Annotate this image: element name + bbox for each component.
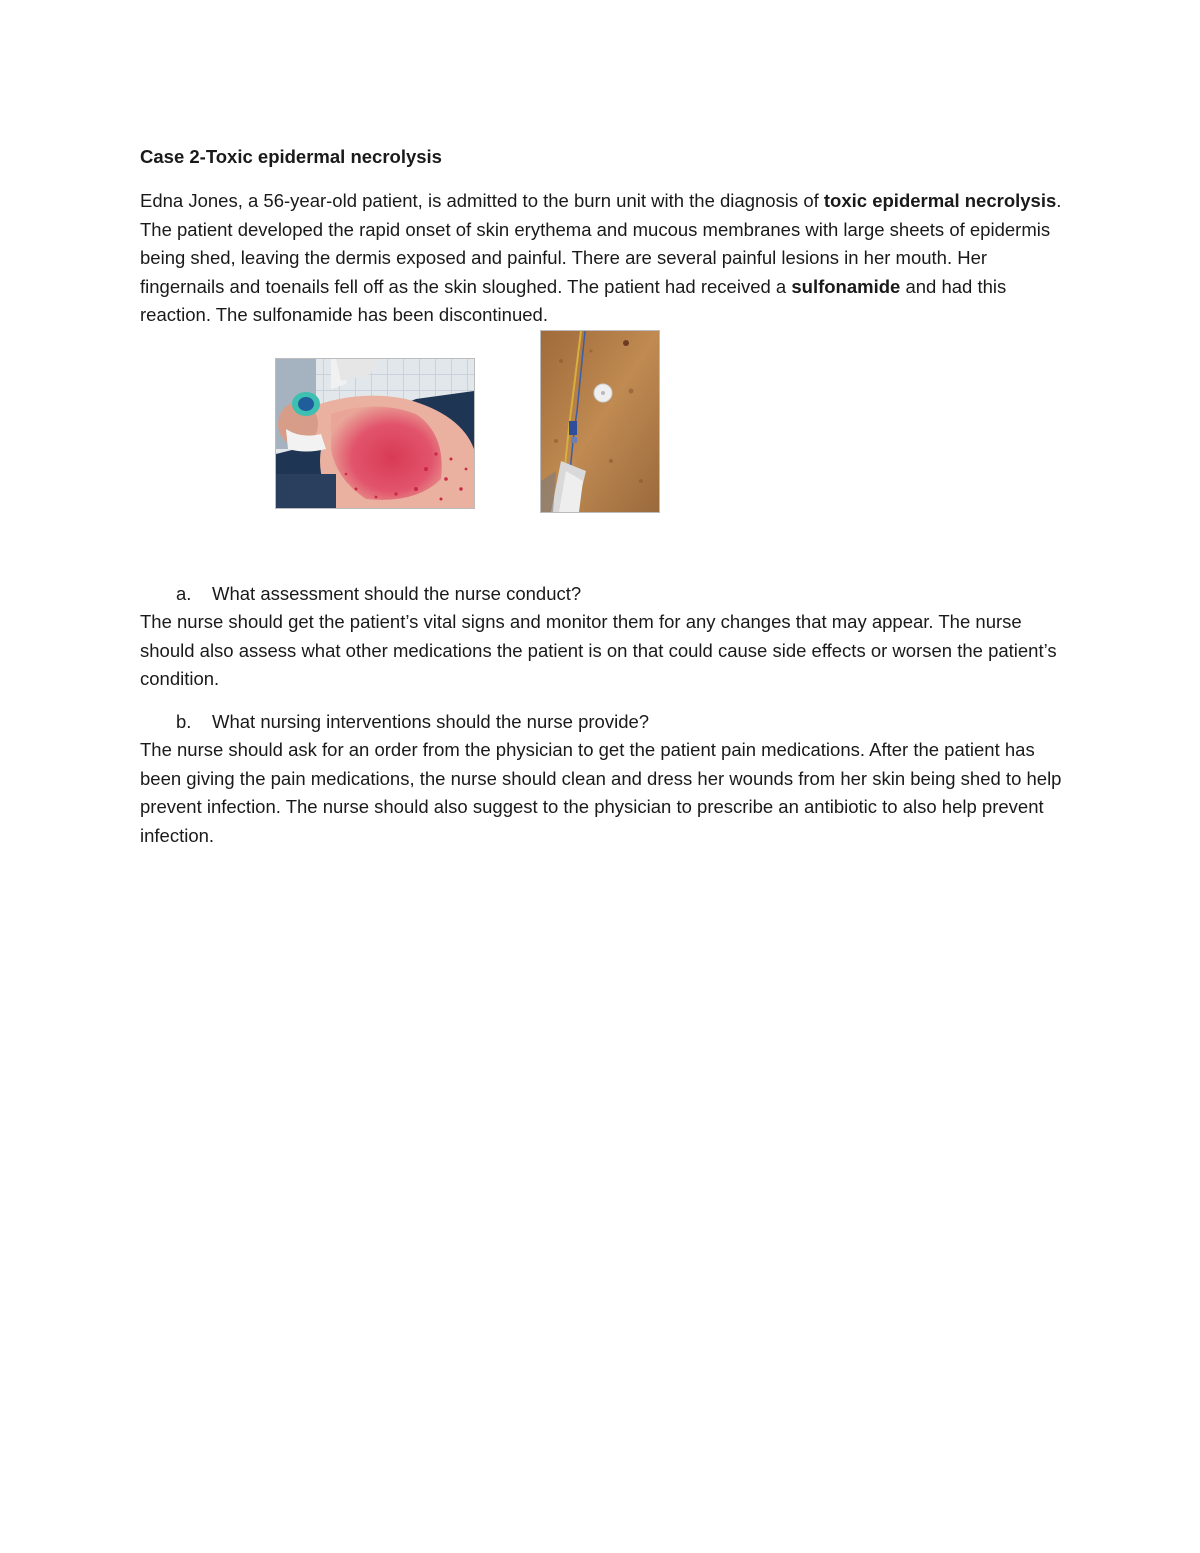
question-list	[140, 580, 1070, 851]
patient-back-rash-photo	[275, 358, 475, 509]
answer-a: The nurse should get the patient’s vital signs and monitor them for any changes that may appear. The nurse should also assess what other medications the patient is on that could cause side effects or worsen the patient’s condition.	[140, 611, 1057, 689]
intro-bold-drug: sulfonamide	[791, 275, 901, 297]
case-title: Case 2-Toxic epidermal necrolysis	[140, 146, 442, 167]
photo-row	[140, 330, 1070, 580]
case-intro-paragraph	[140, 187, 1070, 330]
question-letter: b.	[176, 710, 192, 732]
intro-text-part-1: Edna Jones, a 56-year-old patient, is admitted to the burn unit with the diagnosis of	[140, 190, 824, 211]
question-letter: a.	[176, 582, 192, 604]
intro-text-part-3: and had this reaction. The sulfonamide has been discontinued.	[140, 275, 1007, 325]
patient-chest-photo	[540, 330, 660, 513]
intro-text-part-2: . The patient developed the rapid onset of skin erythema and mucous membranes with large sheets of epidermis being shed, leaving the dermis exposed and painful. There are several painful lesions in her mouth. Her fingernails and toenails fell off as the skin sloughed. The patient had received a	[140, 190, 1062, 297]
question-b	[140, 708, 1070, 737]
question-a	[140, 580, 1070, 609]
document-content	[140, 143, 1070, 864]
answer-b: The nurse should ask for an order from the physician to get the patient pain medications. After the patient has been giving the pain medications, the nurse should clean and dress her wounds from her skin being shed to help prevent infection. The nurse should also suggest to the physician to prescribe an antibiotic to also help prevent infection.	[140, 739, 1062, 846]
question-text: What assessment should the nurse conduct?	[212, 582, 582, 604]
question-text: What nursing interventions should the nurse provide?	[212, 710, 650, 732]
intro-bold-diagnosis: toxic epidermal necrolysis	[823, 190, 1057, 211]
